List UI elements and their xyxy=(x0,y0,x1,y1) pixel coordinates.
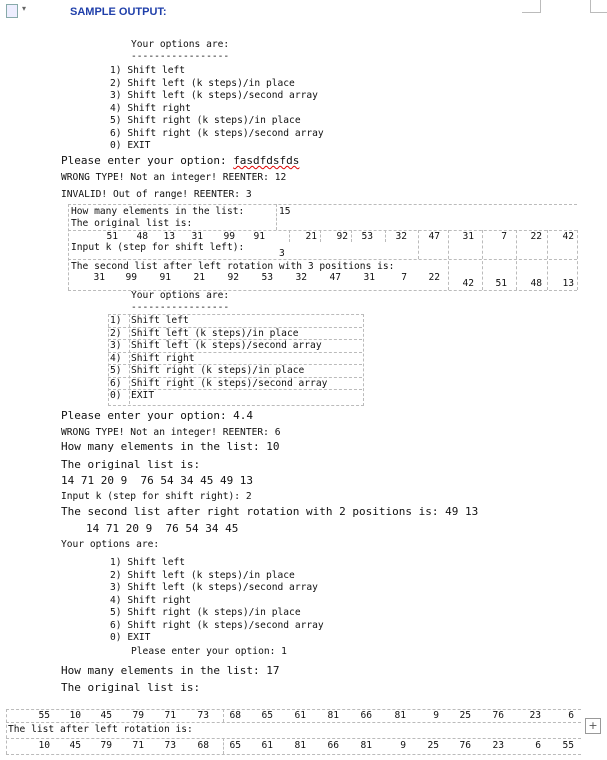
menu-item: 5) Shift right (k steps)/in place xyxy=(110,607,301,618)
list-cell: 66 xyxy=(327,740,339,751)
list-cell: 31 xyxy=(363,272,375,283)
option-prompt: Please enter your option: fasdfdsfds xyxy=(61,154,300,167)
list-cell: 23 xyxy=(492,740,504,751)
list-cell: 31 xyxy=(93,272,105,283)
list-cell: 51 xyxy=(495,278,507,289)
elements-count-value: 15 xyxy=(279,206,291,217)
menu-item: 5) Shift right (k steps)/in place xyxy=(110,115,301,126)
menu-item: 6) Shift right (k steps)/second array xyxy=(110,619,324,631)
list-cell: 6 xyxy=(535,740,541,751)
menu-item: 3) Shift left (k steps)/second array xyxy=(110,90,318,101)
menu-item: Shift left xyxy=(131,315,189,326)
wrong-type-message: WRONG TYPE! Not an integer! REENTER: 12 xyxy=(61,172,287,183)
original-list-label: The original list is: xyxy=(71,218,193,229)
list-cell: 55 xyxy=(562,740,574,751)
menu-item: 4) Shift right xyxy=(110,594,191,606)
menu-title: Your options are: xyxy=(131,39,230,50)
list-cell: 92 xyxy=(227,272,239,283)
list-cell: 21 xyxy=(193,272,205,283)
list-cell: 92 xyxy=(336,231,348,242)
list-cell: 47 xyxy=(428,231,440,242)
menu-number: 1) xyxy=(110,315,122,326)
list-cell: 53 xyxy=(361,231,373,242)
option-prompt: Please enter your option: 4.4 xyxy=(61,409,254,422)
list-cell: 48 xyxy=(136,231,148,242)
list-cell: 45 xyxy=(69,740,81,751)
invalid-input-text: fasdfdsfds xyxy=(233,154,300,167)
menu-title: Your options are: xyxy=(131,290,230,301)
wrong-type-message: WRONG TYPE! Not an integer! REENTER: 6 xyxy=(61,427,281,438)
menu-item: 3) Shift left (k steps)/second array xyxy=(110,582,318,593)
menu-title: Your options are: xyxy=(61,539,160,550)
list-cell: 99 xyxy=(125,272,137,283)
elements-count-label: How many elements in the list: 10 xyxy=(61,440,280,453)
list-cell: 68 xyxy=(229,710,241,721)
list-cell: 47 xyxy=(329,272,341,283)
add-icon[interactable]: + xyxy=(585,718,601,734)
list-cell: 79 xyxy=(100,740,112,751)
list-cell: 42 xyxy=(462,278,474,289)
second-list-values: 14 71 20 9 76 54 34 45 xyxy=(86,522,239,535)
list-cell: 91 xyxy=(159,272,171,283)
sample-output-heading: SAMPLE OUTPUT: xyxy=(70,6,167,18)
list-cell: 13 xyxy=(562,278,574,289)
chevron-down-icon[interactable]: ▾ xyxy=(22,4,27,13)
list-cell: 76 xyxy=(492,710,504,721)
input-k-value: 3 xyxy=(279,248,285,259)
list-cell: 42 xyxy=(562,231,574,242)
list-cell: 22 xyxy=(530,231,542,242)
list-cell: 31 xyxy=(462,231,474,242)
list-cell: 13 xyxy=(163,231,175,242)
menu-item: 6) Shift right (k steps)/second array xyxy=(110,127,324,139)
list-cell: 31 xyxy=(191,231,203,242)
list-cell: 32 xyxy=(295,272,307,283)
list-cell: 73 xyxy=(197,710,209,721)
menu-item: 0) EXIT xyxy=(110,632,151,643)
list-cell: 10 xyxy=(38,740,50,751)
menu-item: Shift left (k steps)/in place xyxy=(131,327,299,339)
menu-item: 4) Shift right xyxy=(110,102,191,114)
original-list-values: 14 71 20 9 76 54 34 45 49 13 xyxy=(61,474,254,487)
original-list-label: The original list is: xyxy=(61,458,201,471)
list-cell: 81 xyxy=(294,740,306,751)
out-of-range-message: INVALID! Out of range! REENTER: 3 xyxy=(61,189,252,200)
menu-number: 2) xyxy=(110,327,122,339)
menu-rule: ----------------- xyxy=(131,51,230,62)
list-cell: 48 xyxy=(530,278,542,289)
list-cell: 99 xyxy=(223,231,235,242)
menu-item: Shift left (k steps)/second array xyxy=(131,340,322,351)
original-list-label: The original list is: xyxy=(61,681,201,694)
menu-item: Shift right (k steps)/in place xyxy=(131,365,305,376)
menu-item: 2) Shift left (k steps)/in place xyxy=(110,77,295,89)
list-cell: 71 xyxy=(132,740,144,751)
menu-number: 0) xyxy=(110,390,122,401)
input-k-label: Input k (step for shift right): 2 xyxy=(61,491,252,502)
option-prompt: Please enter your option: 1 xyxy=(131,646,287,657)
menu-item: 1) Shift left xyxy=(110,65,186,76)
list-cell: 61 xyxy=(261,740,273,751)
list-cell: 81 xyxy=(394,710,406,721)
list-cell: 68 xyxy=(197,740,209,751)
list-cell: 7 xyxy=(501,231,507,242)
menu-number: 3) xyxy=(110,340,122,351)
list-cell: 25 xyxy=(427,740,439,751)
list-cell: 25 xyxy=(459,710,471,721)
page-corner-mark xyxy=(522,0,541,13)
list-cell: 71 xyxy=(164,710,176,721)
menu-item: 1) Shift left xyxy=(110,557,186,568)
menu-rule: ----------------- xyxy=(131,302,230,313)
list-cell: 45 xyxy=(100,710,112,721)
list-cell: 81 xyxy=(327,710,339,721)
list-cell: 65 xyxy=(261,710,273,721)
list-cell: 79 xyxy=(132,710,144,721)
second-list-label: The second list after right rotation with 2 positions is: 49 13 xyxy=(61,505,479,518)
list-cell: 32 xyxy=(395,231,407,242)
list-cell: 21 xyxy=(305,231,317,242)
page-corner-mark xyxy=(590,0,607,13)
document-icon xyxy=(6,4,18,18)
list-cell: 9 xyxy=(433,710,439,721)
elements-count-label: How many elements in the list: 17 xyxy=(61,664,280,677)
elements-count-label: How many elements in the list: xyxy=(71,206,245,217)
list-cell: 73 xyxy=(164,740,176,751)
menu-item: 2) Shift left (k steps)/in place xyxy=(110,569,295,581)
input-k-label: Input k (step for shift left): xyxy=(71,242,245,253)
list-cell: 51 xyxy=(106,231,118,242)
list-cell: 55 xyxy=(38,710,50,721)
list-cell: 9 xyxy=(400,740,406,751)
menu-number: 4) xyxy=(110,352,122,364)
second-list-label: The second list after left rotation with 3 positions is: xyxy=(71,261,395,272)
list-cell: 6 xyxy=(568,710,574,721)
menu-number: 6) xyxy=(110,377,122,389)
list-cell: 66 xyxy=(360,710,372,721)
menu-item: 0) EXIT xyxy=(110,140,151,151)
list-cell: 65 xyxy=(229,740,241,751)
list-cell: 91 xyxy=(253,231,265,242)
list-cell: 23 xyxy=(529,710,541,721)
menu-item: Shift right xyxy=(131,352,195,364)
list-cell: 53 xyxy=(261,272,273,283)
list-cell: 7 xyxy=(401,272,407,283)
list-cell: 22 xyxy=(428,272,440,283)
list-cell: 81 xyxy=(360,740,372,751)
menu-item: Shift right (k steps)/second array xyxy=(131,377,328,389)
menu-item: EXIT xyxy=(131,390,155,401)
list-cell: 76 xyxy=(459,740,471,751)
rotation-result-label: The list after left rotation is: xyxy=(8,724,193,735)
menu-number: 5) xyxy=(110,365,122,376)
list-cell: 10 xyxy=(69,710,81,721)
list-cell: 61 xyxy=(294,710,306,721)
